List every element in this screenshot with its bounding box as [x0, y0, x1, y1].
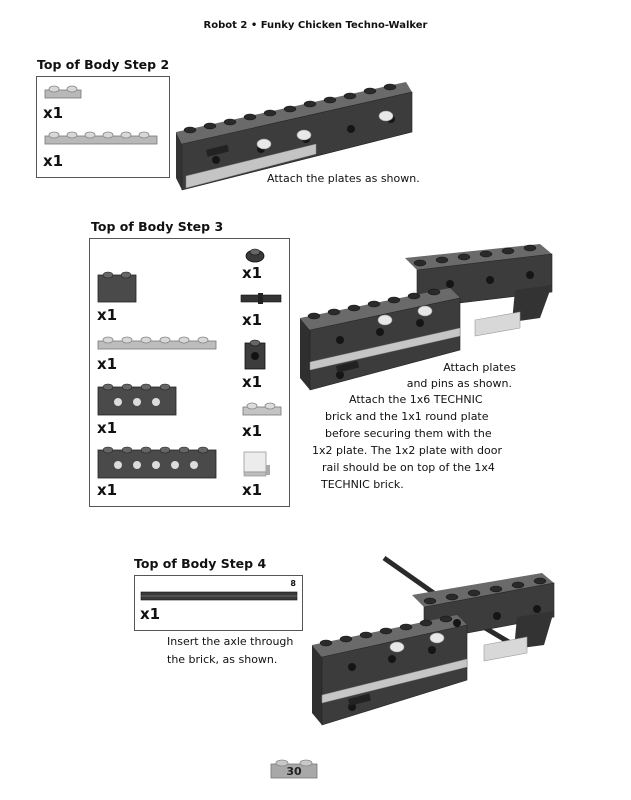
plate-1x2-icon	[43, 83, 83, 99]
step3-right-part4-qty: x1	[242, 422, 263, 440]
step3-left-part1-qty: x1	[97, 306, 118, 324]
step4-title: Top of Body Step 4	[134, 556, 267, 571]
axle-icon	[140, 590, 298, 602]
technic-brick-1x6-icon	[97, 444, 217, 480]
brick-1x1-hole-icon	[244, 337, 266, 371]
step3-caption-line3: Attach the 1x6 TECHNIC	[349, 393, 483, 406]
step3-caption-line6: 1x2 plate. The 1x2 plate with door	[312, 444, 502, 457]
step2-part2-qty: x1	[43, 152, 64, 170]
round-plate-1x1-icon	[243, 244, 267, 264]
step3-right-part5-qty: x1	[242, 481, 263, 499]
step2-title: Top of Body Step 2	[37, 57, 170, 72]
step2-caption: Attach the plates as shown.	[267, 172, 420, 185]
step4-caption-line2: the brick, as shown.	[167, 653, 278, 666]
step3-caption-line4: brick and the 1x1 round plate	[325, 410, 489, 423]
step3-caption-line5: before securing them with the	[325, 427, 492, 440]
step3-right-part1-qty: x1	[242, 264, 263, 282]
step3-caption-line8: TECHNIC brick.	[321, 478, 404, 491]
step3-left-part2-qty: x1	[97, 355, 118, 373]
step3-caption-line2: and pins as shown.	[406, 377, 512, 390]
plate-1x6-icon	[97, 334, 217, 350]
technic-brick-1x4-icon	[97, 381, 177, 417]
step3-left-part4-qty: x1	[97, 481, 118, 499]
step2-parts-box	[36, 76, 170, 178]
page-header: Robot 2 • Funky Chicken Techno-Walker	[203, 20, 428, 31]
page-number: 30	[286, 765, 302, 778]
brick-1x2-icon	[97, 269, 137, 303]
step4-caption-line1: Insert the axle through	[167, 635, 294, 648]
step4-part1-qty: x1	[140, 605, 161, 623]
step2-part1-qty: x1	[43, 104, 64, 122]
step3-left-part3-qty: x1	[97, 419, 118, 437]
step3-parts-box	[89, 238, 290, 507]
step3-right-part3-qty: x1	[242, 373, 263, 391]
axle-length-label: 8	[290, 579, 296, 588]
step3-title: Top of Body Step 3	[91, 219, 224, 234]
step4-parts-box	[134, 575, 303, 631]
step3-caption-line1: Attach plates	[443, 361, 516, 374]
pin-icon	[240, 291, 282, 307]
door-rail-plate-icon	[242, 449, 272, 479]
step4-model-illustration	[312, 555, 567, 735]
step3-caption-line7: rail should be on top of the 1x4	[322, 461, 495, 474]
step3-right-part2-qty: x1	[242, 311, 263, 329]
plate-1x6-icon	[43, 129, 159, 145]
plate-1x2-icon	[242, 400, 282, 416]
